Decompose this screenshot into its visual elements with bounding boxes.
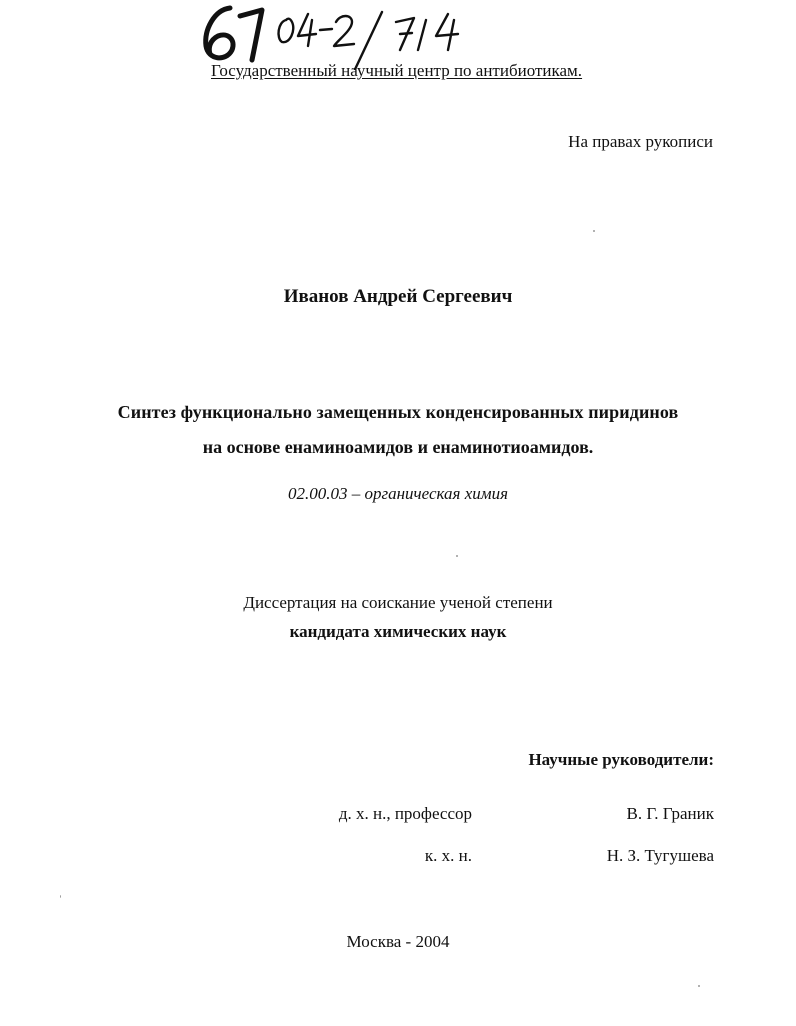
city-year: Москва - 2004 bbox=[346, 932, 450, 951]
dissertation-purpose-line1: Диссертация на соискание ученой степени bbox=[243, 593, 553, 612]
scan-speck bbox=[698, 985, 700, 987]
supervisor-1-name: В. Г. Граник bbox=[626, 804, 714, 823]
scan-speck bbox=[60, 895, 61, 898]
dissertation-purpose-line2: кандидата химических наук bbox=[289, 622, 507, 641]
dissertation-title-line1: Синтез функционально замещенных конденсированных пиридинов bbox=[117, 402, 679, 422]
supervisor-2-name: Н. З. Тугушева bbox=[606, 846, 714, 865]
supervisors-heading: Научные руководители: bbox=[528, 750, 714, 769]
rights-note: На правах рукописи bbox=[568, 132, 713, 151]
institution-name: Государственный научный центр по антибиотикам. bbox=[211, 61, 583, 80]
specialty-code: 02.00.03 – органическая химия bbox=[287, 484, 509, 503]
author-name: Иванов Андрей Сергеевич bbox=[283, 286, 513, 307]
supervisor-1-degree: д. х. н., профессор bbox=[338, 804, 472, 823]
supervisor-2-degree: к. х. н. bbox=[424, 846, 472, 865]
scan-speck bbox=[593, 230, 595, 232]
handwritten-archive-code bbox=[200, 0, 490, 70]
dissertation-title-line2: на основе енаминоамидов и енаминотиоамидов. bbox=[202, 437, 594, 457]
scan-speck bbox=[456, 555, 458, 557]
